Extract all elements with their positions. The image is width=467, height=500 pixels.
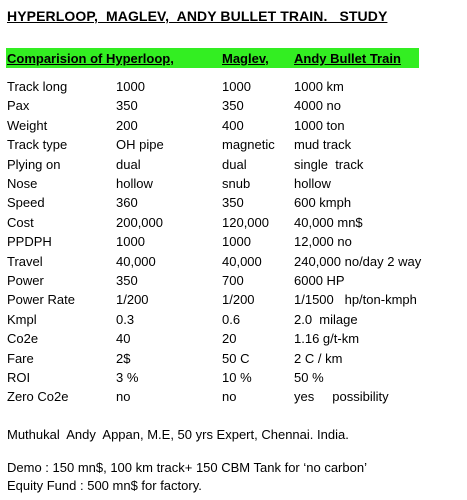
- row-label: Plying on: [7, 156, 61, 172]
- row-label: Fare: [7, 350, 34, 366]
- table-cell: 20: [222, 331, 237, 347]
- table-cell: 600 kmph: [294, 195, 352, 211]
- row-label: ROI: [7, 370, 31, 385]
- table-cell: 1/200: [222, 292, 255, 308]
- table-cell: 400: [222, 117, 244, 133]
- table-cell: 40,000 mn$: [294, 214, 363, 230]
- table-cell: 10 %: [222, 370, 252, 385]
- table-cell: dual: [222, 156, 247, 172]
- table-cell: 350: [116, 98, 138, 114]
- table-cell: snub: [222, 176, 251, 191]
- table-cell: 120,000: [222, 214, 269, 230]
- table-row: [0, 98, 467, 117]
- table-cell: 1000: [116, 79, 145, 94]
- row-label: Power: [7, 273, 44, 288]
- table-cell: 40,000: [222, 253, 262, 269]
- row-label: Speed: [7, 195, 45, 211]
- row-label: PPDPH: [7, 234, 52, 250]
- table-cell: 1/200: [116, 292, 149, 308]
- row-label: Kmpl: [7, 311, 37, 327]
- table-cell: 700: [222, 273, 244, 288]
- table-cell: 2$: [116, 350, 131, 366]
- table-cell: 3 %: [116, 370, 139, 385]
- table-row: [0, 292, 467, 311]
- table-cell: 1000: [222, 234, 251, 250]
- table-cell: hollow: [294, 176, 331, 191]
- table-cell: 1000 km: [294, 79, 344, 94]
- table-cell: 6000 HP: [294, 273, 345, 288]
- table-row: [0, 234, 467, 253]
- table-cell: no: [222, 389, 237, 405]
- row-label: Weight: [7, 117, 48, 133]
- table-cell: 0.6: [222, 311, 241, 327]
- equity-line: Equity Fund : 500 mn$ for factory.: [7, 478, 202, 493]
- table-cell: 200,000: [116, 214, 163, 230]
- table-cell: 350: [116, 273, 138, 288]
- table-cell: 1/1500 hp/ton-kmph: [294, 292, 417, 308]
- table-cell: yes possibility: [294, 389, 389, 405]
- table-cell: OH pipe: [116, 137, 164, 153]
- row-label: Power Rate: [7, 292, 75, 308]
- table-row: [0, 254, 467, 273]
- table-cell: 1000: [116, 234, 145, 250]
- table-row: [0, 389, 467, 408]
- header-maglev: Maglev,: [222, 51, 269, 66]
- row-label: Cost: [7, 214, 34, 230]
- document-title: HYPERLOOP, MAGLEV, ANDY BULLET TRAIN. STUDY: [7, 8, 388, 24]
- table-cell: 0.3: [116, 311, 135, 327]
- table-cell: single track: [294, 156, 364, 172]
- table-row: [0, 312, 467, 331]
- table-row: [0, 215, 467, 234]
- table-row: [0, 118, 467, 137]
- table-cell: 40: [116, 331, 131, 347]
- table-cell: hollow: [116, 176, 153, 191]
- table-row: [0, 331, 467, 350]
- table-cell: 240,000 no/day 2 way: [294, 253, 422, 269]
- header-andy-bullet-train: Andy Bullet Train: [294, 51, 401, 66]
- table-cell: 2.0 milage: [294, 311, 358, 327]
- table-cell: 1000 ton: [294, 117, 345, 133]
- table-row: [0, 370, 467, 389]
- table-cell: 50 %: [294, 370, 324, 385]
- row-label: Track long: [7, 79, 68, 94]
- table-cell: 2 C / km: [294, 350, 343, 366]
- table-cell: 1000: [222, 79, 251, 94]
- table-row: [0, 273, 467, 292]
- table-row: [0, 351, 467, 370]
- row-label: Pax: [7, 98, 30, 114]
- table-row: [0, 195, 467, 214]
- table-row: [0, 79, 467, 98]
- table-cell: 1.16 g/t-km: [294, 331, 360, 347]
- author-line: Muthukal Andy Appan, M.E, 50 yrs Expert, Chennai. India.: [7, 427, 349, 442]
- table-cell: 350: [222, 98, 244, 114]
- table-cell: 350: [222, 195, 244, 211]
- table-cell: 360: [116, 195, 138, 211]
- table-cell: 4000 no: [294, 98, 341, 114]
- table-cell: no: [116, 389, 131, 405]
- table-cell: 40,000: [116, 253, 156, 269]
- table-cell: 12,000 no: [294, 234, 352, 250]
- row-label: Track type: [7, 137, 68, 153]
- table-row: [0, 157, 467, 176]
- table-row: [0, 176, 467, 195]
- table-cell: mud track: [294, 137, 352, 153]
- table-cell: 50 C: [222, 350, 250, 366]
- row-label: Zero Co2e: [7, 389, 69, 405]
- table-row: [0, 137, 467, 156]
- row-label: Travel: [7, 253, 43, 269]
- table-cell: dual: [116, 156, 141, 172]
- header-comparison: Comparision of Hyperloop,: [7, 51, 174, 66]
- table-cell: 200: [116, 117, 138, 133]
- row-label: Co2e: [7, 331, 39, 347]
- demo-line: Demo : 150 mn$, 100 km track+ 150 CBM Tank for ‘no carbon’: [7, 460, 367, 475]
- table-cell: magnetic: [222, 137, 275, 153]
- row-label: Nose: [7, 176, 38, 191]
